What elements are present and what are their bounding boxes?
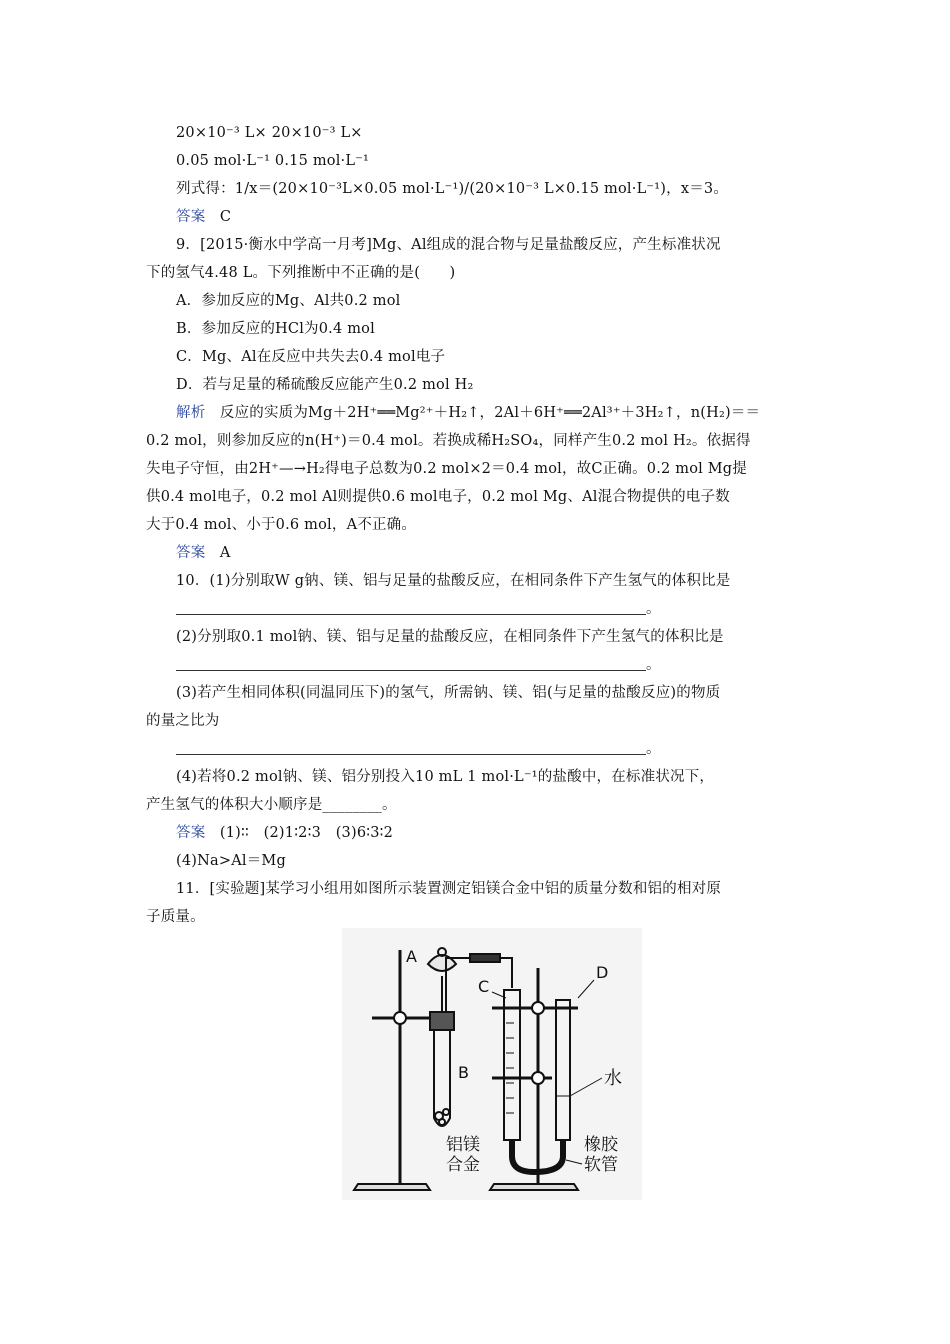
calc-line-3: 列式得：1/x＝(20×10⁻³L×0.05 mol·L⁻¹)/(20×10⁻³ L×0.15 mol·L⁻¹)，x＝3。: [176, 181, 729, 197]
label-a: A: [406, 947, 417, 966]
q9-option-b: B．参加反应的HCl为0.4 mol: [176, 321, 375, 337]
q9-option-c: C．Mg、Al在反应中共失去0.4 mol电子: [176, 349, 446, 365]
analysis-text: 反应的实质为Mg＋2H⁺══Mg²⁺＋H₂↑，2Al＋6H⁺══2Al³⁺＋3H₂↑，n(H₂)＝＝: [219, 405, 761, 421]
analysis-label: 解析: [176, 405, 206, 421]
apparatus-diagram: [342, 928, 642, 1200]
q10-part-4-line-1: (4)若将0.2 mol钠、镁、铝分别投入10 mL 1 mol·L⁻¹的盐酸中，在标准状况下，: [176, 769, 715, 785]
label-water: 水: [604, 1068, 622, 1089]
answer-label: 答案: [176, 209, 206, 225]
label-tube-2: 软管: [584, 1155, 618, 1175]
label-tube-1: 橡胶: [584, 1135, 618, 1155]
calc-line-2: 0.05 mol·L⁻¹ 0.15 mol·L⁻¹: [176, 153, 370, 169]
answer-8: [176, 207, 231, 227]
answer-10: [176, 823, 393, 843]
answer-blank: [176, 602, 646, 615]
q9-analysis-line-1: [176, 403, 760, 423]
calc-line-1: 20×10⁻³ L× 20×10⁻³ L×: [176, 125, 363, 141]
answer-value: A: [219, 545, 231, 561]
answer-value: (1)∶∶ (2)1∶2∶3 (3)6∶3∶2: [219, 825, 394, 841]
q9-stem-line-2: 下的氢气4.48 L。下列推断中不正确的是( ): [146, 265, 456, 281]
q10-part-1: 10．(1)分别取W g钠、镁、铝与足量的盐酸反应，在相同条件下产生氢气的体积比是: [176, 573, 731, 589]
q9-analysis-line-2: 0.2 mol，则参加反应的n(H⁺)＝0.4 mol。若换成稀H₂SO₄，同样产生0.2 mol H₂。依据得: [146, 433, 751, 449]
q10-blank-1: 。: [176, 599, 661, 619]
label-b: B: [458, 1063, 469, 1082]
q9-analysis-line-3: 失电子守恒，由2H⁺—→H₂得电子总数为0.2 mol×2＝0.4 mol，故C正确。0.2 mol Mg提: [146, 461, 747, 477]
q11-line-2: 子质量。: [146, 909, 205, 925]
answer-label: 答案: [176, 825, 206, 841]
q10-part-3-line-2: 的量之比为: [146, 713, 220, 729]
apparatus-figure: [342, 928, 642, 1200]
answer-blank: [176, 742, 646, 755]
answer-value: C: [219, 209, 232, 225]
q9-option-d: D．若与足量的稀硫酸反应能产生0.2 mol H₂: [176, 377, 474, 393]
q9-analysis-line-4: 供0.4 mol电子，0.2 mol Al则提供0.6 mol电子，0.2 mol Mg、Al混合物提供的电子数: [146, 489, 730, 505]
answer-blank: [176, 658, 646, 671]
label-c: C: [478, 977, 490, 996]
q10-blank-2: 。: [176, 655, 661, 675]
q11-line-1: 11．[实验题]某学习小组用如图所示装置测定铝镁合金中铝的质量分数和铝的相对原: [176, 881, 722, 897]
label-d: D: [596, 963, 609, 982]
q9-analysis-line-5: 大于0.4 mol、小于0.6 mol，A不正确。: [146, 517, 417, 533]
answer-10-line-2: (4)Na>Al＝Mg: [176, 853, 286, 869]
q9-stem-line-1: 9．[2015·衡水中学高一月考]Mg、Al组成的混合物与足量盐酸反应，产生标准状况: [176, 237, 721, 253]
answer-label: 答案: [176, 545, 206, 561]
answer-9: [176, 543, 231, 563]
q10-part-2: (2)分别取0.1 mol钠、镁、铝与足量的盐酸反应，在相同条件下产生氢气的体积比是: [176, 629, 724, 645]
q9-option-a: A．参加反应的Mg、Al共0.2 mol: [176, 293, 401, 309]
label-alloy-1: 铝镁: [446, 1135, 480, 1155]
q10-part-3-line-1: (3)若产生相同体积(同温同压下)的氢气，所需钠、镁、铝(与足量的盐酸反应)的物质: [176, 685, 721, 701]
label-alloy-2: 合金: [446, 1155, 480, 1175]
q10-blank-3: 。: [176, 739, 661, 759]
q10-part-4-line-2: 产生氢气的体积大小顺序是________。: [146, 797, 397, 813]
